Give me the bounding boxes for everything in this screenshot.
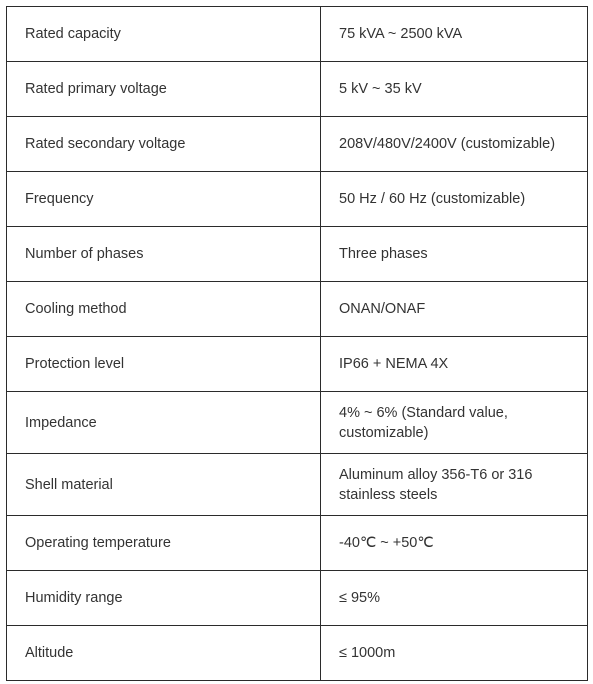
spec-value: 50 Hz / 60 Hz (customizable) xyxy=(321,172,588,227)
spec-value: 75 kVA ~ 2500 kVA xyxy=(321,7,588,62)
spec-label: Rated secondary voltage xyxy=(7,117,321,172)
spec-label: Rated capacity xyxy=(7,7,321,62)
spec-value: Aluminum alloy 356-T6 or 316 stainless steels xyxy=(321,454,588,516)
spec-value: ONAN/ONAF xyxy=(321,282,588,337)
spec-label: Cooling method xyxy=(7,282,321,337)
table-row xyxy=(7,282,588,337)
spec-value: ≤ 1000m xyxy=(321,626,588,681)
spec-label: Operating temperature xyxy=(7,516,321,571)
spec-value: IP66 + NEMA 4X xyxy=(321,337,588,392)
spec-label: Frequency xyxy=(7,172,321,227)
table-row xyxy=(7,454,588,516)
table-row xyxy=(7,117,588,172)
spec-label: Impedance xyxy=(7,392,321,454)
table-row xyxy=(7,571,588,626)
table-row xyxy=(7,7,588,62)
table-row xyxy=(7,337,588,392)
spec-label: Humidity range xyxy=(7,571,321,626)
spec-label: Altitude xyxy=(7,626,321,681)
spec-value: -40℃ ~ +50℃ xyxy=(321,516,588,571)
table-row xyxy=(7,626,588,681)
spec-value: ≤ 95% xyxy=(321,571,588,626)
table-row xyxy=(7,62,588,117)
table-row xyxy=(7,392,588,454)
spec-label: Rated primary voltage xyxy=(7,62,321,117)
spec-label: Protection level xyxy=(7,337,321,392)
table-row xyxy=(7,172,588,227)
spec-value: 5 kV ~ 35 kV xyxy=(321,62,588,117)
table-row xyxy=(7,227,588,282)
spec-value: 208V/480V/2400V (customizable) xyxy=(321,117,588,172)
spec-value: Three phases xyxy=(321,227,588,282)
table-row xyxy=(7,516,588,571)
spec-value: 4% ~ 6% (Standard value, customizable) xyxy=(321,392,588,454)
spec-label: Shell material xyxy=(7,454,321,516)
spec-label: Number of phases xyxy=(7,227,321,282)
specifications-table xyxy=(6,6,588,681)
